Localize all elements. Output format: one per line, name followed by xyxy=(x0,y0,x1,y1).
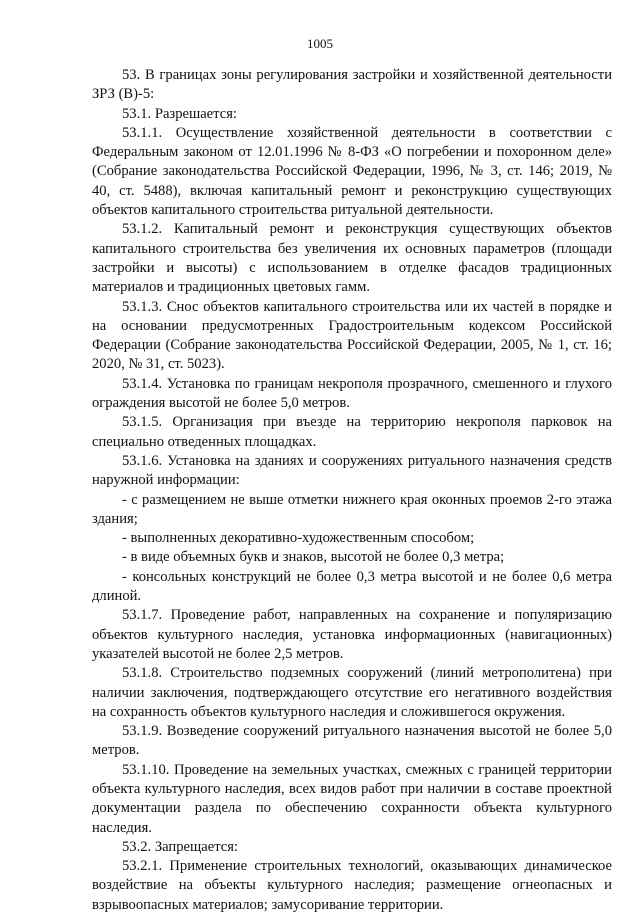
paragraph-53-1-6: 53.1.6. Установка на зданиях и сооружениях ритуального назначения средств наружной информации: xyxy=(92,452,612,489)
paragraph-53-1-10: 53.1.10. Проведение на земельных участках, смежных с границей территории объекта культурного наследия, всех видов работ при наличии в составе проектной документации раздела по обеспечению сохранности объекта культурного наследия. xyxy=(92,761,612,836)
paragraph-53-1-1: 53.1.1. Осуществление хозяйственной деятельности в соответствии с Федеральным законом от 12.01.1996 № 8-ФЗ «О погребении и похоронном деле» (Собрание законодательства Российской Федерации, 1996, № 3, ст. 146; 2019, № 40, ст. 5488), включая капитальный ремонт и реконструкцию существующих объектов капитального строительства ритуальной деятельности. xyxy=(92,124,612,219)
paragraph-53-1-7: 53.1.7. Проведение работ, направленных на сохранение и популяризацию объектов культурного наследия, установка информационных (навигационных) указателей высотой не более 2,5 метров. xyxy=(92,607,612,662)
document-body xyxy=(92,66,612,915)
list-item: - консольных конструкций не более 0,3 метра высотой и не более 0,6 метра длиной. xyxy=(92,568,612,605)
page-number: 1005 xyxy=(307,36,333,51)
list-item: - в виде объемных букв и знаков, высотой не более 0,3 метра; xyxy=(122,549,505,566)
paragraph-53-1-9: 53.1.9. Возведение сооружений ритуального назначения высотой не более 5,0 метров. xyxy=(92,723,612,759)
paragraph-53-1-8: 53.1.8. Строительство подземных сооружений (линий метрополитена) при наличии заключения, подтверждающего отсутствие его негативного воздействия на сохранность объектов культурного наследия и сложившегося окружения. xyxy=(92,665,612,720)
paragraph-53-1-5: 53.1.5. Организация при въезде на территорию некрополя парковок на специально отведенных площадках. xyxy=(92,414,612,450)
list-item: - с размещением не выше отметки нижнего края оконных проемов 2-го этажа здания; xyxy=(92,491,612,527)
paragraph-53-2-1: 53.2.1. Применение строительных технологий, оказывающих динамическое воздействие на объекты культурного наследия; размещение огнеопасных и взрывоопасных материалов; замусоривание территории. xyxy=(92,858,612,913)
paragraph-53-1: 53.1. Разрешается: xyxy=(122,105,237,122)
paragraph-53-2: 53.2. Запрещается: xyxy=(122,838,239,855)
list-item: - выполненных декоративно-художественным способом; xyxy=(122,530,475,547)
paragraph-53-1-2: 53.1.2. Капитальный ремонт и реконструкция существующих объектов капитального строительства без увеличения их основных параметров (площади застройки и высоты) с использованием в отделке фасадов традиционных материалов и традиционных цветовых гамм. xyxy=(92,221,612,296)
paragraph-53: 53. В границах зоны регулирования застройки и хозяйственной деятельности ЗРЗ (В)-5: xyxy=(92,67,612,103)
paragraph-53-1-4: 53.1.4. Установка по границам некрополя прозрачного, смешенного и глухого ограждения высотой не более 5,0 метров. xyxy=(92,375,612,412)
paragraph-53-1-3: 53.1.3. Снос объектов капитального строительства или их частей в порядке и на основании предусмотренных Градостроительным кодексом Российской Федерации (Собрание законодательства Российской Федерации, 2005, № 1, ст. 16; 2020, № 31, ст. 5023). xyxy=(92,298,612,373)
